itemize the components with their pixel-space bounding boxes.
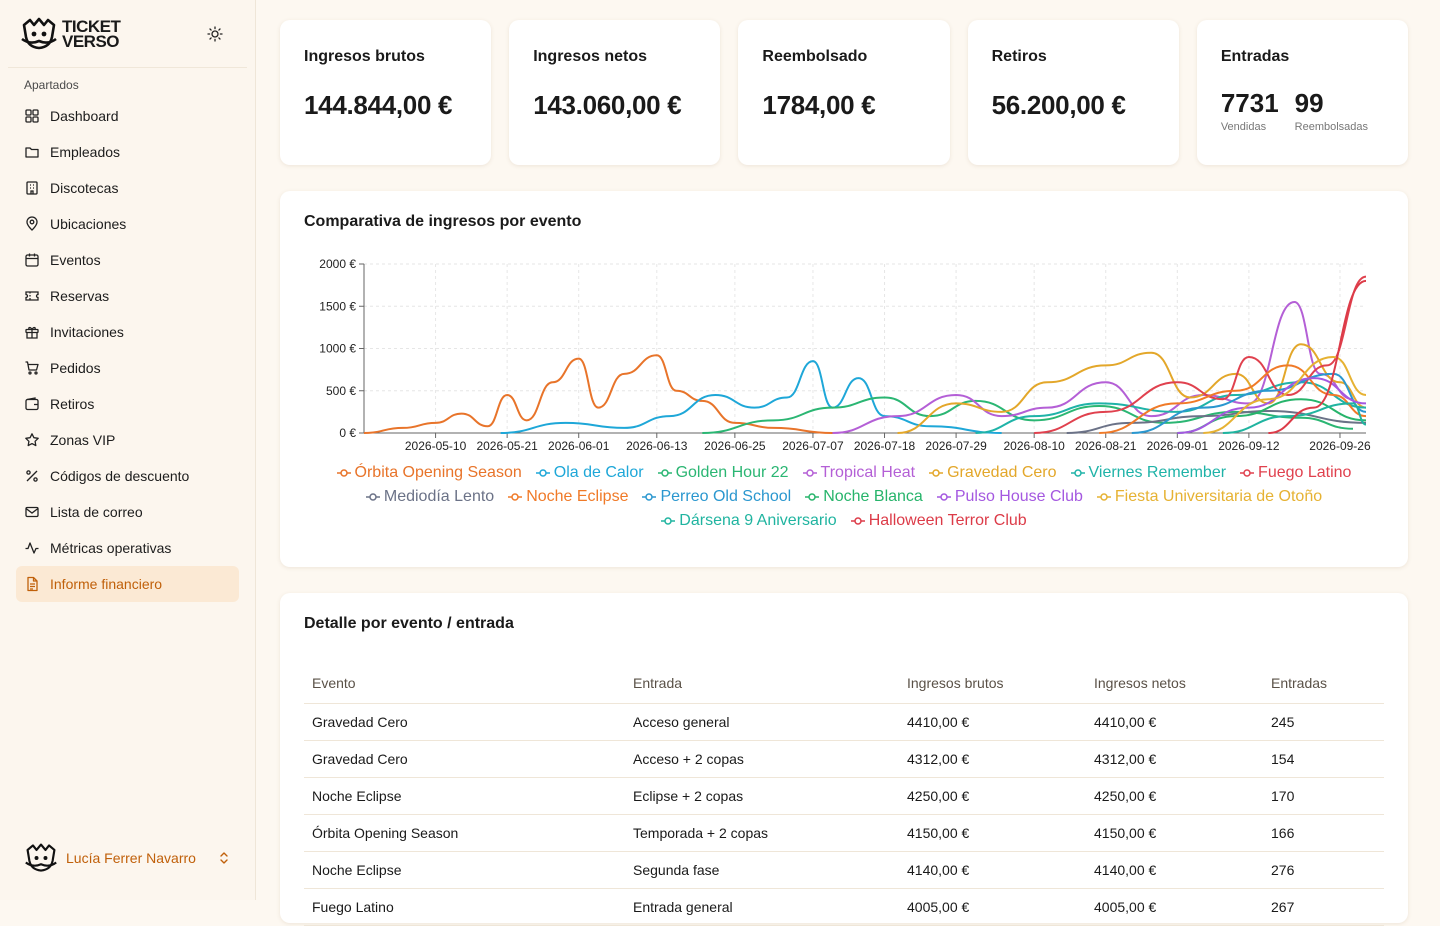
cell-ingresos-netos: 4140,00 € [1086, 851, 1263, 888]
legend-label: Fiesta Universitaria de Otoño [1114, 488, 1323, 505]
column-header-ingresos-netos[interactable]: Ingresos netos [1086, 663, 1263, 703]
column-header-ingresos-brutos[interactable]: Ingresos brutos [899, 663, 1086, 703]
cell-ingresos-netos: 4150,00 € [1086, 814, 1263, 851]
sidebar [0, 0, 256, 900]
sidebar-item-zonas-vip[interactable] [16, 422, 239, 458]
cell-ingresos-netos: 4410,00 € [1086, 703, 1263, 740]
legend-marker-icon [937, 492, 951, 502]
sidebar-item-retiros[interactable] [16, 386, 239, 422]
legend-marker-icon [658, 468, 672, 478]
tickets-sold-label: Vendidas [1220, 121, 1267, 133]
sidebar-item-eventos[interactable] [16, 242, 239, 278]
cell-entradas: 154 [1263, 740, 1384, 777]
stat-label: Retiros [991, 48, 1047, 65]
legend-label: Mediodía Lento [383, 488, 495, 505]
x-tick-label: 2026-06-01 [548, 439, 610, 453]
user-name: Lucía Ferrer Navarro [66, 850, 196, 866]
sidebar-item-label: Invitaciones [50, 324, 124, 340]
legend-marker-icon [536, 468, 550, 478]
cell-entrada: Segunda fase [625, 851, 899, 888]
brand-name [62, 16, 121, 51]
stat-card-tickets [1197, 20, 1408, 165]
series-line [898, 344, 1366, 433]
cell-entradas: 245 [1263, 703, 1384, 740]
sidebar-item-ubicaciones[interactable] [16, 206, 239, 242]
stat-value: 144.844,00 € [304, 90, 453, 120]
legend-item[interactable] [803, 463, 916, 483]
stat-card-refunded [738, 20, 949, 165]
y-tick-label: 500 € [325, 383, 356, 398]
calendar-icon [24, 252, 40, 268]
y-tick-label: 1000 € [319, 341, 356, 356]
legend-marker-icon [366, 492, 380, 502]
cell-entradas: 170 [1263, 777, 1384, 814]
column-header-entrada[interactable]: Entrada [625, 663, 899, 703]
stat-card-net [509, 20, 720, 165]
x-tick-label: 2026-07-29 [925, 439, 987, 453]
y-tick-label: 1500 € [319, 299, 356, 314]
legend-item[interactable] [1071, 463, 1227, 483]
legend-marker-icon [929, 468, 943, 478]
cell-evento: Noche Eclipse [304, 777, 625, 814]
y-tick-label: 0 € [339, 426, 356, 440]
sidebar-item-metricas[interactable] [16, 530, 239, 566]
chart-legend [320, 463, 1368, 531]
legend-marker-icon [661, 516, 675, 526]
sidebar-item-label: Dashboard [50, 108, 119, 124]
stat-label: Ingresos netos [533, 48, 648, 65]
sidebar-item-discotecas[interactable] [16, 170, 239, 206]
legend-marker-icon [642, 492, 656, 502]
legend-label: Noche Eclipse [526, 488, 629, 505]
cell-ingresos-netos: 4312,00 € [1086, 740, 1263, 777]
x-tick-label: 2026-09-01 [1146, 439, 1209, 453]
cell-ingresos-netos: 4005,00 € [1086, 888, 1263, 925]
x-tick-label: 2026-08-21 [1075, 439, 1137, 453]
cell-ingresos-brutos: 4410,00 € [899, 703, 1086, 740]
legend-item[interactable] [929, 463, 1056, 483]
sidebar-item-pedidos[interactable] [16, 350, 239, 386]
cart-icon [24, 360, 40, 376]
detail-table-card [280, 593, 1408, 923]
mascot-icon [20, 17, 58, 51]
cell-entrada: Acceso general [625, 703, 899, 740]
sidebar-item-lista-correo[interactable] [16, 494, 239, 530]
sidebar-item-label: Pedidos [50, 360, 101, 376]
sidebar-header [8, 0, 247, 68]
cell-entrada: Entrada general [625, 888, 899, 925]
legend-item[interactable] [851, 511, 1027, 531]
nav-section-title: Apartados [24, 78, 79, 92]
stats-row [280, 20, 1408, 165]
cell-evento: Gravedad Cero [304, 740, 625, 777]
stat-value: 1784,00 € [762, 90, 876, 120]
legend-item[interactable] [536, 463, 644, 483]
dashboard-icon [24, 108, 40, 124]
table-row[interactable] [304, 814, 1384, 851]
table-row[interactable] [304, 740, 1384, 777]
legend-item[interactable] [937, 487, 1083, 507]
stat-card-withdrawals [968, 20, 1179, 165]
map-pin-icon [24, 216, 40, 232]
tickets-breakdown [1221, 88, 1384, 133]
legend-label: Dársena 9 Aniversario [679, 512, 837, 529]
x-tick-label: 2026-09-26 [1309, 439, 1371, 453]
legend-label: Gravedad Cero [947, 464, 1057, 481]
legend-marker-icon [508, 492, 522, 502]
cell-ingresos-netos: 4250,00 € [1086, 777, 1263, 814]
stat-value: 143.060,00 € [533, 90, 682, 120]
chevrons-up-down-icon [217, 850, 231, 866]
sidebar-item-label: Eventos [50, 252, 101, 268]
cell-evento: Gravedad Cero [304, 703, 625, 740]
cell-entrada: Acceso + 2 copas [625, 740, 899, 777]
chart-title: Comparativa de ingresos por evento [304, 213, 582, 230]
x-tick-label: 2026-07-07 [782, 439, 844, 453]
sidebar-item-label: Zonas VIP [50, 432, 116, 448]
theme-toggle-button[interactable] [203, 22, 227, 46]
column-header-entradas[interactable]: Entradas [1263, 663, 1384, 703]
legend-marker-icon [851, 516, 865, 526]
legend-label: Tropical Heat [820, 464, 916, 481]
sidebar-item-codigos-descuento[interactable] [16, 458, 239, 494]
folder-icon [24, 144, 40, 160]
revenue-line-chart [280, 246, 1406, 456]
cell-ingresos-brutos: 4140,00 € [899, 851, 1086, 888]
wallet-icon [24, 396, 40, 412]
legend-label: Noche Blanca [823, 488, 923, 505]
legend-item[interactable] [661, 511, 836, 531]
legend-marker-icon [337, 468, 351, 478]
table-row[interactable] [304, 703, 1384, 740]
building-icon [24, 180, 40, 196]
brand-line-2: VERSO [62, 31, 120, 51]
mail-icon [24, 504, 40, 520]
cell-entrada: Eclipse + 2 copas [625, 777, 899, 814]
sidebar-item-label: Empleados [50, 144, 121, 160]
cell-entradas: 267 [1263, 888, 1384, 925]
sidebar-item-dashboard[interactable] [16, 98, 239, 134]
file-text-icon [24, 576, 40, 592]
cell-evento: Noche Eclipse [304, 851, 625, 888]
sidebar-item-label: Códigos de descuento [50, 468, 190, 484]
sidebar-item-label: Métricas operativas [50, 540, 172, 556]
sidebar-item-reservas[interactable] [16, 278, 239, 314]
table-title: Detalle por evento / entrada [304, 615, 514, 632]
legend-label: Órbita Opening Season [354, 464, 522, 481]
tickets-sold [1221, 88, 1279, 133]
table-row[interactable] [304, 851, 1384, 888]
x-tick-label: 2026-08-10 [1003, 439, 1065, 453]
tickets-refunded-value: 99 [1294, 88, 1324, 118]
stat-label: Entradas [1220, 48, 1290, 65]
cell-evento: Fuego Latino [304, 888, 625, 925]
sidebar-item-invitaciones[interactable] [16, 314, 239, 350]
brand-line-1: TICKET [62, 16, 121, 36]
legend-label: Perreo Old School [660, 488, 792, 505]
x-tick-label: 2026-06-13 [626, 439, 688, 453]
legend-marker-icon [1071, 468, 1085, 478]
sidebar-item-label: Lista de correo [50, 504, 143, 520]
sidebar-item-label: Discotecas [50, 180, 119, 196]
legend-item[interactable] [366, 487, 494, 507]
cell-ingresos-brutos: 4250,00 € [899, 777, 1086, 814]
tickets-refunded [1295, 88, 1368, 133]
sidebar-item-empleados[interactable] [16, 134, 239, 170]
legend-label: Viernes Remember [1088, 464, 1227, 481]
percent-icon [24, 468, 40, 484]
cell-evento: Órbita Opening Season [304, 814, 625, 851]
legend-marker-icon [805, 492, 819, 502]
legend-marker-icon [803, 468, 817, 478]
activity-icon [24, 540, 40, 556]
sidebar-item-informe-financiero[interactable] [16, 566, 239, 602]
legend-item[interactable] [337, 463, 522, 483]
sidebar-nav [0, 98, 255, 602]
legend-label: Pulso House Club [954, 488, 1083, 505]
stat-label: Reembolsado [762, 48, 868, 65]
legend-item[interactable] [508, 487, 628, 507]
x-tick-label: 2026-09-12 [1218, 439, 1280, 453]
column-header-evento[interactable]: Evento [304, 663, 625, 703]
cell-entradas: 276 [1263, 851, 1384, 888]
series-line [702, 398, 1353, 433]
legend-label: Ola de Calor [553, 464, 644, 481]
cell-ingresos-brutos: 4150,00 € [899, 814, 1086, 851]
cell-entradas: 166 [1263, 814, 1384, 851]
legend-item[interactable] [1097, 487, 1322, 507]
stat-card-gross [280, 20, 491, 165]
brand-logo[interactable] [20, 17, 120, 51]
sidebar-item-label: Informe financiero [50, 576, 163, 592]
x-tick-label: 2026-07-18 [853, 439, 916, 453]
sun-icon [207, 26, 223, 42]
sidebar-item-label: Reservas [50, 288, 110, 304]
main-content [256, 0, 1440, 915]
legend-marker-icon [1240, 468, 1254, 478]
legend-label: Halloween Terror Club [868, 512, 1027, 529]
stat-value: 56.200,00 € [991, 90, 1126, 120]
sidebar-item-label: Retiros [50, 396, 95, 412]
legend-item[interactable] [658, 463, 789, 483]
table-header-row [304, 663, 1384, 703]
tickets-refunded-label: Reembolsadas [1294, 121, 1369, 133]
legend-item[interactable] [1240, 463, 1351, 483]
cell-ingresos-brutos: 4005,00 € [899, 888, 1086, 925]
cell-ingresos-brutos: 4312,00 € [899, 740, 1086, 777]
avatar [24, 842, 58, 874]
gift-icon [24, 324, 40, 340]
revenue-chart-card [280, 191, 1408, 567]
x-tick-label: 2026-05-21 [476, 439, 538, 453]
legend-marker-icon [1097, 492, 1111, 502]
tickets-sold-value: 7731 [1220, 88, 1279, 118]
table-row[interactable] [304, 777, 1384, 814]
legend-item[interactable] [805, 487, 923, 507]
legend-item[interactable] [642, 487, 791, 507]
star-icon [24, 432, 40, 448]
y-tick-label: 2000 € [319, 257, 356, 271]
cell-entrada: Temporada + 2 copas [625, 814, 899, 851]
stat-label: Ingresos brutos [304, 48, 425, 65]
x-tick-label: 2026-05-10 [404, 439, 467, 453]
legend-label: Golden Hour 22 [675, 464, 789, 481]
x-tick-label: 2026-06-25 [704, 439, 766, 453]
user-menu[interactable] [16, 834, 239, 882]
legend-label: Fuego Latino [1258, 464, 1352, 481]
detail-table [304, 663, 1384, 926]
table-row[interactable] [304, 888, 1384, 925]
sidebar-item-label: Ubicaciones [50, 216, 127, 232]
ticket-icon [24, 288, 40, 304]
